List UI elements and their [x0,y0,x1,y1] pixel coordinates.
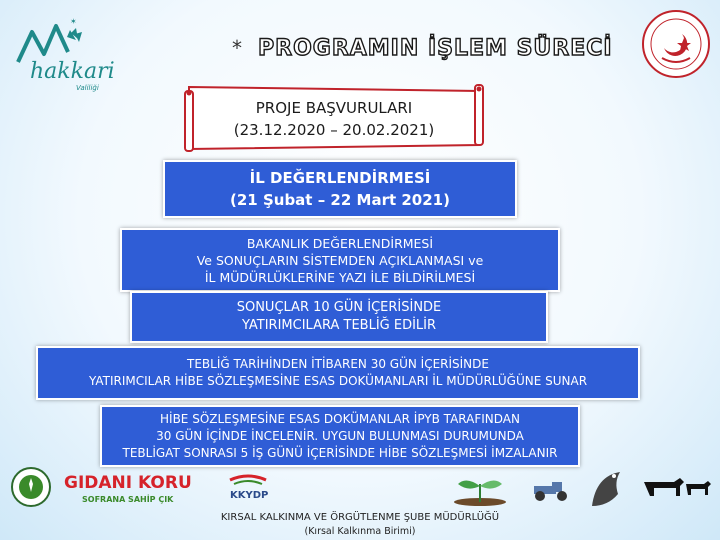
step-grant-contract-signing [100,405,580,467]
scroll-line-1: PROJE BAŞVURULARI [255,99,413,117]
tractor-icon [528,480,576,502]
application-period-scroll [183,83,485,155]
step-line: YATIRIMCILAR HİBE SÖZLEŞMESİNE ESAS DOKÜMANLARI İL MÜDÜRLÜĞÜNE SUNAR [88,374,588,388]
step-line: TEBLİGAT SONRASI 5 İŞ GÜNÜ İÇERİSİNDE HİBE SÖZLEŞMESİ İMZALANIR [122,445,558,460]
step-results-notification [130,291,548,343]
step-line: TEBLİĞ TARİHİNDEN İTİBAREN 30 GÜN İÇERİSİNDE [187,357,489,371]
step-provincial-evaluation [163,160,517,218]
fish-icon [584,466,632,510]
step-document-submission [36,346,640,400]
step-line: İL DEĞERLENDİRMESİ [249,169,431,187]
footer-unit: (Kırsal Kalkınma Birimi) [304,526,416,537]
step-line: SONUÇLAR 10 GÜN İÇERİSİNDE [236,300,442,315]
footer-department: KIRSAL KALKINMA VE ÖRGÜTLENME ŞUBE MÜDÜRLÜĞÜ [220,512,500,523]
seedling-icon [450,470,510,506]
step-line: Ve SONUÇLARIN SİSTEMDEN AÇIKLANMASI ve [196,252,484,268]
ministry-seal-logo [640,8,712,80]
step-line: İL MÜDÜRLÜKLERİNE YAZI İLE BİLDİRİLMESİ [204,269,476,285]
livestock-icon [640,472,712,500]
kkydp-logo [218,474,278,504]
valiligi-label: Valiliği [76,84,99,92]
step-ministry-evaluation [120,228,560,292]
step-line: HİBE SÖZLEŞMESİNE ESAS DOKÜMANLAR İPYB TARAFINDAN [160,411,520,426]
title-bullet: * [232,36,242,60]
gidani-koru-slogan: SOFRANA SAHİP ÇIK [82,495,174,504]
step-line: 30 GÜN İÇİNDE İNCELENİR. UYGUN BULUNMASI DURUMUNDA [156,428,524,443]
hakkari-valiligi-logo [10,12,130,92]
step-line: BAKANLIK DEĞERLENDİRMESİ [246,235,434,251]
step-line: (21 Şubat – 22 Mart 2021) [230,191,450,209]
hakkari-wordmark: hakkari [30,59,115,84]
agriculture-seal-logo [10,466,52,508]
gidani-koru-wordmark: GIDANI KORU [64,473,192,493]
page-title: PROGRAMIN İŞLEM SÜRECİ [258,36,613,61]
kkydp-wordmark: KKYDP [230,490,269,501]
scroll-line-2: (23.12.2020 – 20.02.2021) [233,121,435,139]
svg-text:✶: ✶ [70,17,77,26]
step-line: YATIRIMCILARA TEBLİĞ EDİLİR [241,318,437,333]
gidani-koru-logo [62,470,208,506]
